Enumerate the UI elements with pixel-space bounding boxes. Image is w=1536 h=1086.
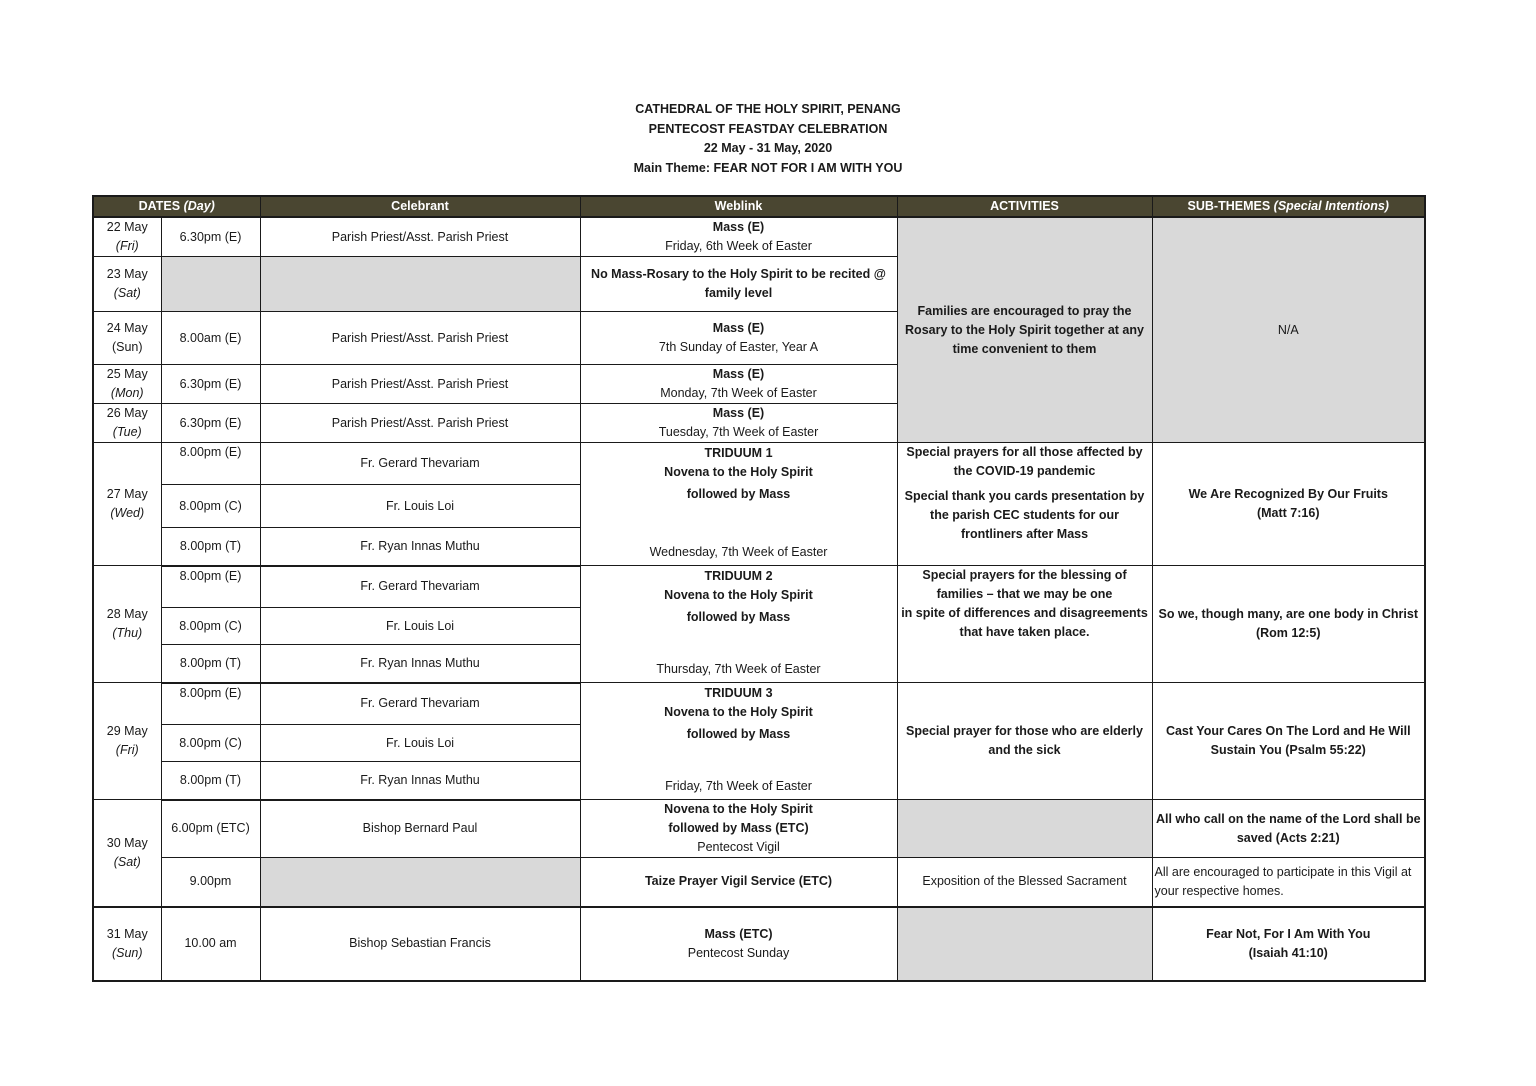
celebrant-cell: Fr. Ryan Innas Muthu xyxy=(260,762,580,800)
time-cell: 9.00pm xyxy=(161,858,260,907)
time-cell: 6.30pm (E) xyxy=(161,365,260,404)
activity-cell: Special prayers for the blessing of families – that we may be one in spite of differences and disagreements that have taken place. xyxy=(897,566,1152,683)
heading-cathedral: CATHEDRAL OF THE HOLY SPIRIT, PENANG xyxy=(635,102,901,116)
row-31-may xyxy=(93,907,1425,981)
time-cell: 8.00pm (T) xyxy=(161,645,260,683)
date-cell: 30 May (Sat) xyxy=(93,800,161,907)
heading-main-theme: Main Theme: FEAR NOT FOR I AM WITH YOU xyxy=(633,160,903,175)
heading-dates: 22 May - 31 May, 2020 xyxy=(703,141,833,155)
time-cell: 8.00am (E) xyxy=(161,312,260,365)
header-row xyxy=(93,196,1425,217)
activity-cell: Special prayer for those who are elderly and the sick xyxy=(897,683,1152,800)
col-celebrant: Celebrant xyxy=(260,196,580,217)
subtheme-cell: We Are Recognized By Our Fruits (Matt 7:16) xyxy=(1152,443,1425,566)
date-cell: 25 May (Mon) xyxy=(93,365,161,404)
celebrant-cell: Bishop Bernard Paul xyxy=(260,800,580,858)
subtheme-cell: All are encouraged to participate in this Vigil at your respective homes. xyxy=(1152,858,1425,907)
activity-cell: Exposition of the Blessed Sacrament xyxy=(897,858,1152,907)
weblink-cell: Mass (E) Tuesday, 7th Week of Easter xyxy=(580,404,897,443)
col-subthemes: SUB-THEMES (Special Intentions) xyxy=(1152,196,1425,217)
date-cell: 26 May (Tue) xyxy=(93,404,161,443)
weblink-cell: Mass (E) Friday, 6th Week of Easter xyxy=(580,217,897,257)
weblink-cell: Mass (E) 7th Sunday of Easter, Year A xyxy=(580,312,897,365)
celebrant-cell: Fr. Gerard Thevariam xyxy=(260,443,580,485)
activity-cell-empty xyxy=(897,907,1152,981)
subtheme-cell: Cast Your Cares On The Lord and He Will Sustain You (Psalm 55:22) xyxy=(1152,683,1425,800)
activity-cell-early: Families are encouraged to pray the Rosary to the Holy Spirit together at any time convenient to them xyxy=(897,217,1152,443)
celebrant-cell: Fr. Ryan Innas Muthu xyxy=(260,645,580,683)
date-cell: 27 May (Wed) xyxy=(93,443,161,566)
subtheme-cell-early: N/A xyxy=(1152,217,1425,443)
time-cell: 8.00pm (T) xyxy=(161,762,260,800)
col-weblink: Weblink xyxy=(580,196,897,217)
weblink-cell: Mass (E) Monday, 7th Week of Easter xyxy=(580,365,897,404)
time-cell: 8.00pm (C) xyxy=(161,725,260,762)
subtheme-cell: All who call on the name of the Lord shall be saved (Acts 2:21) xyxy=(1152,800,1425,858)
row-22-may xyxy=(93,217,1425,257)
celebrant-cell: Bishop Sebastian Francis xyxy=(260,907,580,981)
time-cell: 6.30pm (E) xyxy=(161,217,260,257)
row-27-may xyxy=(93,443,1425,485)
weblink-cell: TRIDUUM 3 Novena to the Holy Spirit followed by Mass Friday, 7th Week of Easter xyxy=(580,683,897,800)
time-cell: 6.30pm (E) xyxy=(161,404,260,443)
schedule-table xyxy=(92,195,1426,982)
date-cell: 24 May (Sun) xyxy=(93,312,161,365)
celebrant-cell: Fr. Louis Loi xyxy=(260,725,580,762)
time-cell: 8.00pm (E) xyxy=(161,443,260,485)
celebrant-cell: Fr. Ryan Innas Muthu xyxy=(260,528,580,566)
heading-celebration: PENTECOST FEASTDAY CELEBRATION xyxy=(648,121,888,136)
celebrant-cell: Fr. Gerard Thevariam xyxy=(260,683,580,725)
col-activities: ACTIVITIES xyxy=(897,196,1152,217)
celebrant-cell-empty xyxy=(260,257,580,312)
celebrant-cell: Fr. Louis Loi xyxy=(260,608,580,645)
time-cell: 6.00pm (ETC) xyxy=(161,800,260,858)
time-cell: 8.00pm (E) xyxy=(161,566,260,608)
subtheme-cell: So we, though many, are one body in Christ (Rom 12:5) xyxy=(1152,566,1425,683)
weblink-cell: TRIDUUM 1 Novena to the Holy Spirit followed by Mass Wednesday, 7th Week of Easter xyxy=(580,443,897,566)
weblink-cell: TRIDUUM 2 Novena to the Holy Spirit followed by Mass Thursday, 7th Week of Easter xyxy=(580,566,897,683)
time-cell: 8.00pm (T) xyxy=(161,528,260,566)
celebrant-cell: Parish Priest/Asst. Parish Priest xyxy=(260,404,580,443)
subtheme-cell: Fear Not, For I Am With You (Isaiah 41:10) xyxy=(1152,907,1425,981)
date-cell: 31 May (Sun) xyxy=(93,907,161,981)
weblink-cell: Mass (ETC) Pentecost Sunday xyxy=(580,907,897,981)
col-dates: DATES (Day) xyxy=(93,196,260,217)
weblink-cell: Taize Prayer Vigil Service (ETC) xyxy=(580,858,897,907)
date-cell: 28 May (Thu) xyxy=(93,566,161,683)
activity-cell-empty xyxy=(897,800,1152,858)
celebrant-cell: Fr. Gerard Thevariam xyxy=(260,566,580,608)
activity-cell: Special prayers for all those affected by the COVID-19 pandemic Special thank you cards presentation by the parish CEC students for our frontliners after Mass xyxy=(897,443,1152,566)
date-cell: 22 May (Fri) xyxy=(93,217,161,257)
row-29-may xyxy=(93,683,1425,725)
time-cell: 10.00 am xyxy=(161,907,260,981)
weblink-cell: No Mass-Rosary to the Holy Spirit to be recited @ family level xyxy=(580,257,897,312)
time-cell: 8.00pm (E) xyxy=(161,683,260,725)
celebrant-cell: Fr. Louis Loi xyxy=(260,485,580,528)
row-28-may xyxy=(93,566,1425,608)
celebrant-cell: Parish Priest/Asst. Parish Priest xyxy=(260,365,580,404)
celebrant-cell-empty xyxy=(260,858,580,907)
row-30-may xyxy=(93,800,1425,858)
document-heading xyxy=(0,100,1536,178)
date-cell: 23 May (Sat) xyxy=(93,257,161,312)
row-30-may-vigil xyxy=(93,858,1425,907)
weblink-cell: Novena to the Holy Spirit followed by Mass (ETC) Pentecost Vigil xyxy=(580,800,897,858)
celebrant-cell: Parish Priest/Asst. Parish Priest xyxy=(260,217,580,257)
celebrant-cell: Parish Priest/Asst. Parish Priest xyxy=(260,312,580,365)
date-cell: 29 May (Fri) xyxy=(93,683,161,800)
time-cell-empty xyxy=(161,257,260,312)
time-cell: 8.00pm (C) xyxy=(161,608,260,645)
time-cell: 8.00pm (C) xyxy=(161,485,260,528)
